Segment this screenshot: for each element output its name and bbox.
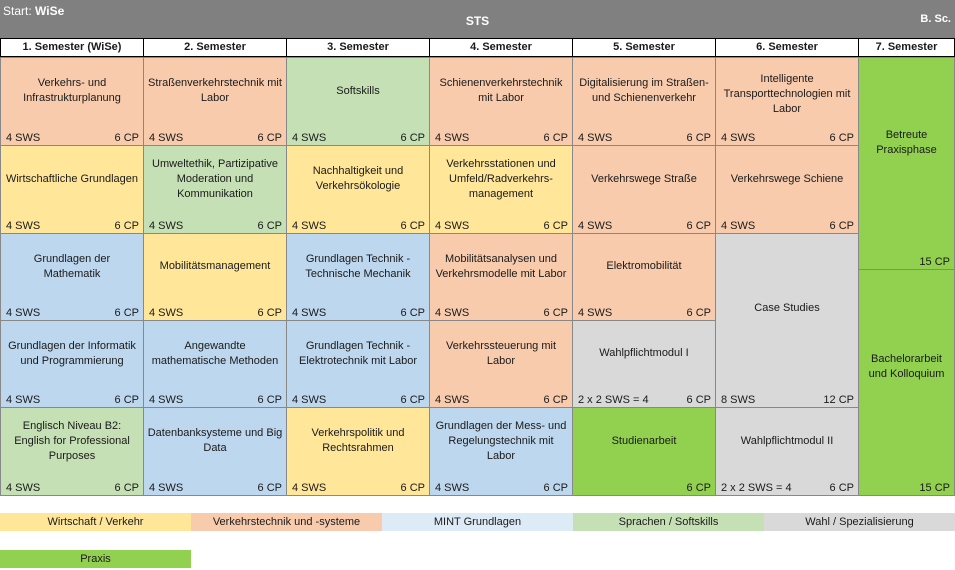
module-cell xyxy=(429,320,573,408)
module-cp: 6 CP xyxy=(400,220,425,232)
module-cp: 6 CP xyxy=(257,482,282,494)
semester-1-header: 1. Semester (WiSe) xyxy=(0,38,144,57)
module-title: Betreute Praxisphase xyxy=(876,129,937,156)
module-sws: 4 SWS xyxy=(721,132,756,144)
semester-2-header: 2. Semester xyxy=(143,38,287,57)
module-cell xyxy=(143,145,287,234)
module-title: Grundlagen der Informatik und Programmierung xyxy=(8,339,136,367)
module-cell xyxy=(143,407,287,496)
module-cell xyxy=(429,407,573,496)
module-cp: 6 CP xyxy=(400,307,425,319)
module-sws: 4 SWS xyxy=(6,482,41,494)
module-title: Intelligente Transporttechnologien mit Labor xyxy=(723,73,851,115)
module-title: Englisch Niveau B2: English for Professional Purposes xyxy=(14,419,130,462)
module-sws: 4 SWS xyxy=(435,307,470,319)
module-cp: 6 CP xyxy=(114,220,139,232)
module-title: Verkehrs- und Infrastrukturplanung xyxy=(23,77,121,105)
legend-praxis: Praxis xyxy=(0,550,191,568)
program-name: STS xyxy=(465,14,490,28)
module-sws: 4 SWS xyxy=(149,482,184,494)
module-cell xyxy=(572,320,716,408)
module-cp: 6 CP xyxy=(543,482,568,494)
module-cell xyxy=(715,57,859,146)
module-cell xyxy=(0,145,144,234)
legend-mint: MINT Grundlagen xyxy=(382,513,573,531)
legend-wahl: Wahl / Spezialisierung xyxy=(764,513,955,531)
module-sws: 4 SWS xyxy=(578,220,613,232)
module-sws: 8 SWS xyxy=(721,394,756,406)
module-sws: 2 x 2 SWS = 4 xyxy=(578,394,649,406)
module-cp: 12 CP xyxy=(823,394,854,406)
module-title: Umweltethik, Partizipative Moderation und Kommunikation xyxy=(152,157,278,200)
module-cp: 6 CP xyxy=(686,132,711,144)
module-title: Wahlpflichtmodul II xyxy=(740,434,834,447)
module-title: Wahlpflichtmodul I xyxy=(599,347,689,360)
module-cell xyxy=(286,145,430,234)
module-title: Mobilitätsmanagement xyxy=(159,260,271,273)
module-cp: 6 CP xyxy=(400,394,425,406)
module-cell xyxy=(286,407,430,496)
module-cell xyxy=(0,57,144,146)
plan-header xyxy=(0,0,955,38)
module-cp: 6 CP xyxy=(829,220,854,232)
module-cp: 6 CP xyxy=(400,482,425,494)
module-title: Grundlagen der Mess- und Regelungstechnik mit Labor xyxy=(435,419,567,462)
module-sws: 4 SWS xyxy=(292,220,327,232)
module-sws: 2 x 2 SWS = 4 xyxy=(721,482,792,494)
module-sws: 4 SWS xyxy=(6,307,41,319)
module-cell xyxy=(572,233,716,321)
module-cp: 6 CP xyxy=(257,307,282,319)
module-title: Case Studies xyxy=(754,301,820,314)
module-cp: 15 CP xyxy=(919,256,950,268)
module-cp: 6 CP xyxy=(829,132,854,144)
module-cp: 6 CP xyxy=(114,394,139,406)
start-value: WiSe xyxy=(35,4,65,18)
module-cp: 6 CP xyxy=(257,394,282,406)
module-sws: 4 SWS xyxy=(6,220,41,232)
start-label: Start: xyxy=(3,4,32,18)
module-cp: 6 CP xyxy=(686,307,711,319)
module-sws: 4 SWS xyxy=(6,394,41,406)
module-title: Bachelorarbeit und Kolloquium xyxy=(868,352,945,380)
module-sws: 4 SWS xyxy=(435,394,470,406)
module-sws: 4 SWS xyxy=(578,132,613,144)
semester-7-header: 7. Semester xyxy=(858,38,955,57)
module-sws: 4 SWS xyxy=(435,132,470,144)
module-title: Softskills xyxy=(336,84,380,97)
module-title: Nachhaltigkeit und Verkehrsökologie xyxy=(312,165,404,193)
module-cp: 6 CP xyxy=(543,132,568,144)
module-cell xyxy=(429,233,573,321)
module-sws: 4 SWS xyxy=(435,482,470,494)
module-sws: 4 SWS xyxy=(149,307,184,319)
module-title: Verkehrsstationen und Umfeld/Radverkehrs-management xyxy=(446,157,556,200)
module-cp: 6 CP xyxy=(686,220,711,232)
semester-4-header: 4. Semester xyxy=(429,38,573,57)
module-cell xyxy=(143,320,287,408)
module-cell xyxy=(429,57,573,146)
module-cell-praxisphase xyxy=(858,57,955,270)
legend-verkehrstechnik: Verkehrstechnik und -systeme xyxy=(191,513,382,531)
module-title: Verkehrspolitik und Rechtsrahmen xyxy=(311,427,405,455)
module-title: Grundlagen Technik - Elektrotechnik mit Labor xyxy=(299,339,417,367)
module-sws: 4 SWS xyxy=(721,220,756,232)
module-cp: 6 CP xyxy=(114,482,139,494)
module-sws: 4 SWS xyxy=(149,220,184,232)
module-cell xyxy=(572,145,716,234)
module-cell xyxy=(0,233,144,321)
module-cell xyxy=(715,407,859,496)
module-cp: 6 CP xyxy=(114,132,139,144)
module-cp: 6 CP xyxy=(686,394,711,406)
module-title: Verkehrssteuerung mit Labor xyxy=(445,339,557,367)
module-title: Grundlagen der Mathematik xyxy=(33,252,111,280)
module-title: Datenbanksysteme und Big Data xyxy=(147,427,283,455)
module-title: Mobilitätsanalysen und Verkehrsmodelle mit Labor xyxy=(435,252,567,280)
module-cell xyxy=(572,57,716,146)
module-cell xyxy=(286,320,430,408)
legend-wirtschaft: Wirtschaft / Verkehr xyxy=(0,513,191,531)
module-sws: 4 SWS xyxy=(149,394,184,406)
module-cp: 6 CP xyxy=(257,220,282,232)
semester-3-header: 3. Semester xyxy=(286,38,430,57)
module-cell xyxy=(143,57,287,146)
module-title: Digitalisierung im Straßen- und Schienenverkehr xyxy=(579,77,709,105)
module-cp: 6 CP xyxy=(686,482,711,494)
module-cp: 15 CP xyxy=(919,482,950,494)
semester-header-row xyxy=(0,38,955,57)
legend-sprachen: Sprachen / Softskills xyxy=(573,513,764,531)
module-cp: 6 CP xyxy=(114,307,139,319)
module-title: Elektromobilität xyxy=(606,260,682,273)
semester-6-header: 6. Semester xyxy=(715,38,859,57)
module-cell xyxy=(429,145,573,234)
module-cell xyxy=(572,407,716,496)
module-title: Grundlagen Technik - Technische Mechanik xyxy=(305,252,411,280)
module-cell xyxy=(286,233,430,321)
module-cell xyxy=(286,57,430,146)
module-title: Schienenverkehrstechnik mit Labor xyxy=(439,77,563,105)
module-cell xyxy=(0,407,144,496)
module-cp: 6 CP xyxy=(829,482,854,494)
module-title: Verkehrswege Schiene xyxy=(730,172,844,185)
module-title: Straßenverkehrstechnik mit Labor xyxy=(148,77,282,105)
module-cell xyxy=(0,320,144,408)
module-cp: 6 CP xyxy=(543,307,568,319)
module-title: Verkehrswege Straße xyxy=(591,172,697,185)
module-title: Wirtschaftliche Grundlagen xyxy=(5,172,139,185)
module-cell xyxy=(715,145,859,234)
module-cell-bachelorarbeit xyxy=(858,269,955,496)
module-sws: 4 SWS xyxy=(6,132,41,144)
module-sws: 4 SWS xyxy=(149,132,184,144)
semester-5-header: 5. Semester xyxy=(572,38,716,57)
module-sws: 4 SWS xyxy=(292,394,327,406)
module-cell-case-studies xyxy=(715,233,859,408)
module-cell xyxy=(143,233,287,321)
module-cp: 6 CP xyxy=(400,132,425,144)
module-sws: 4 SWS xyxy=(435,220,470,232)
degree-label: B. Sc. xyxy=(920,13,951,25)
module-cp: 6 CP xyxy=(543,220,568,232)
module-sws: 4 SWS xyxy=(292,307,327,319)
module-sws: 4 SWS xyxy=(292,482,327,494)
module-title: Angewandte mathematische Methoden xyxy=(151,339,279,367)
module-title: Studienarbeit xyxy=(611,434,677,447)
module-sws: 4 SWS xyxy=(578,307,613,319)
module-cp: 6 CP xyxy=(257,132,282,144)
module-sws: 4 SWS xyxy=(292,132,327,144)
module-cp: 6 CP xyxy=(543,394,568,406)
